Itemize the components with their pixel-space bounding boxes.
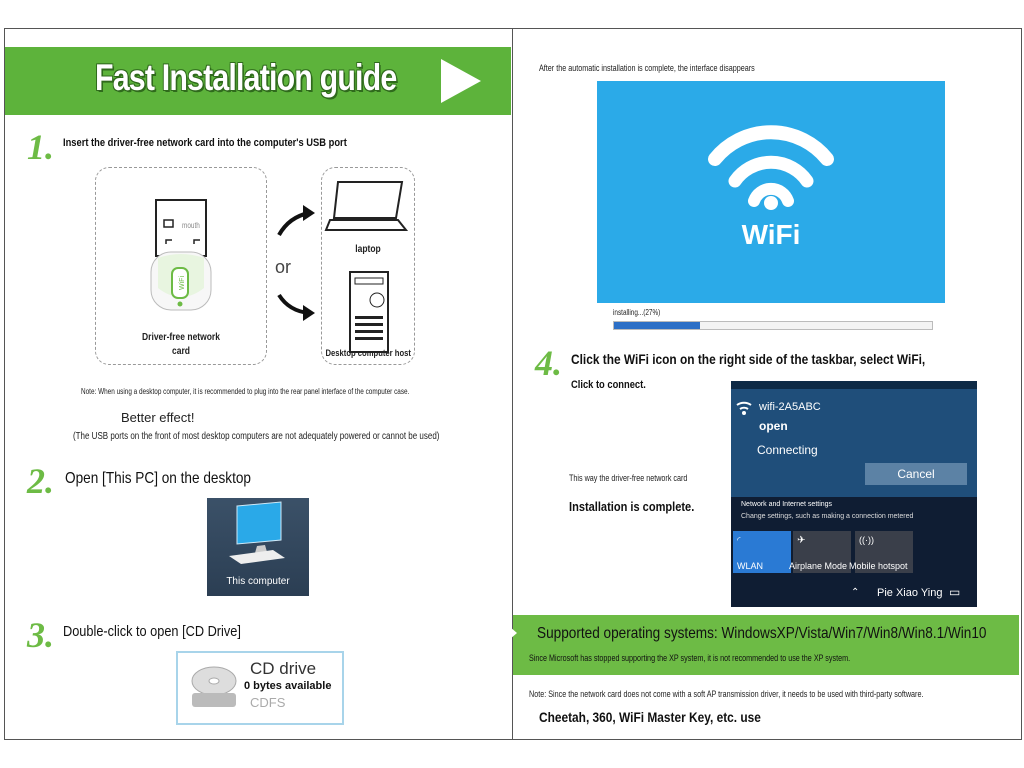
step-4-text-2: Click to connect. — [571, 379, 646, 391]
step-3-number: 3. — [27, 615, 54, 655]
computers-box — [321, 167, 415, 365]
step-2-number: 2. — [27, 461, 54, 501]
driver-free-text: This way the driver-free network card — [569, 473, 688, 483]
computer-icon — [207, 498, 309, 578]
network-settings-link[interactable]: Network and Internet settings — [741, 501, 833, 508]
wifi-icon — [597, 81, 945, 303]
chevron-up-icon[interactable]: ⌃ — [851, 587, 860, 598]
cd-drive-title: CD drive — [250, 659, 317, 678]
page-title: Fast Installation guide — [95, 57, 397, 98]
wifi-flyout — [731, 381, 977, 607]
wlan-icon: ◜ — [737, 535, 741, 545]
cd-drive-fs: CDFS — [250, 695, 286, 710]
wifi-logo-text: WiFi — [741, 219, 801, 250]
left-page — [4, 28, 514, 740]
install-progress-fill — [614, 322, 700, 329]
step-4-number: 4. — [535, 343, 562, 383]
cancel-button[interactable]: Cancel — [865, 463, 967, 485]
tile-airplane-mode[interactable]: ✈ Airplane Mode — [793, 531, 851, 573]
adapter-mark: mouth — [182, 221, 200, 230]
step-1-number: 1. — [27, 127, 54, 167]
laptop-label: laptop — [355, 244, 381, 255]
network-status-open: open — [759, 419, 788, 433]
cd-disc-icon — [186, 663, 246, 713]
step-1-note: Note: When using a desktop computer, it is recommended to plug into the rear panel interface of the computer case. — [81, 387, 410, 396]
airplane-icon: ✈ — [797, 535, 806, 546]
desktop-label: Desktop computer host — [325, 348, 411, 358]
notification-icon[interactable]: ▭ — [949, 585, 961, 599]
taskbar-text: Pie Xiao Ying — [877, 587, 943, 599]
step-3-text: Double-click to open [CD Drive] — [63, 623, 241, 640]
network-settings-area — [731, 497, 977, 607]
adapter-label-1: Driver-free network — [142, 332, 220, 343]
right-page — [512, 28, 1022, 740]
ssid[interactable]: wifi-2A5ABC — [759, 401, 821, 413]
hotspot-icon: ((·)) — [859, 535, 874, 545]
cd-drive-icon[interactable] — [176, 651, 344, 725]
soft-ap-note: Note: Since the network card does not come with a soft AP transmission driver, it needs to be used with third-party software. — [529, 689, 924, 699]
wifi-signal-icon — [735, 399, 753, 417]
this-pc-icon[interactable] — [207, 498, 309, 596]
step-4-text: Click the WiFi icon on the right side of the taskbar, select WiFi, — [571, 351, 926, 367]
wifi-install-panel — [597, 81, 945, 303]
adapter-box — [95, 167, 267, 365]
adapter-label-2: card — [172, 346, 190, 357]
or-text: or — [275, 257, 292, 277]
laptop-and-desktop-icon — [322, 168, 414, 364]
step-2-text: Open [This PC] on the desktop — [65, 470, 251, 487]
title-banner — [5, 47, 511, 115]
connecting-status: Connecting — [757, 443, 818, 457]
install-progress-bar — [613, 321, 933, 330]
this-pc-label: This computer — [226, 576, 290, 587]
tile-mobile-hotspot[interactable]: ((·)) Mobile hotspot — [855, 531, 913, 573]
tile-wlan[interactable]: ◜ WLAN — [733, 531, 791, 573]
installing-text: installing...(27%) — [613, 308, 661, 317]
svg-text:WiFi: WiFi — [179, 276, 186, 290]
software-list: Cheetah, 360, WiFi Master Key, etc. use — [539, 709, 761, 725]
after-install-text: After the automatic installation is complete, the interface disappears — [539, 63, 755, 73]
better-effect: Better effect! — [121, 410, 195, 425]
xp-note: Since Microsoft has stopped supporting the XP system, it is not recommended to use the XP system. — [529, 653, 851, 663]
os-banner — [513, 615, 1019, 675]
cd-drive-space: 0 bytes available — [244, 680, 332, 692]
play-arrow-icon — [441, 59, 481, 103]
usb-power-note: (The USB ports on the front of most desktop computers are not adequately powered or cannot be used) — [73, 431, 440, 442]
banner-arrow-icon — [503, 621, 517, 645]
supported-os-text: Supported operating systems: WindowsXP/Vista/Win7/Win8/Win8.1/Win10 — [537, 625, 987, 642]
step-1-text: Insert the driver-free network card into the computer's USB port — [63, 137, 347, 149]
network-settings-sub: Change settings, such as making a connection metered — [741, 513, 914, 520]
install-complete-text: Installation is complete. — [569, 499, 695, 514]
